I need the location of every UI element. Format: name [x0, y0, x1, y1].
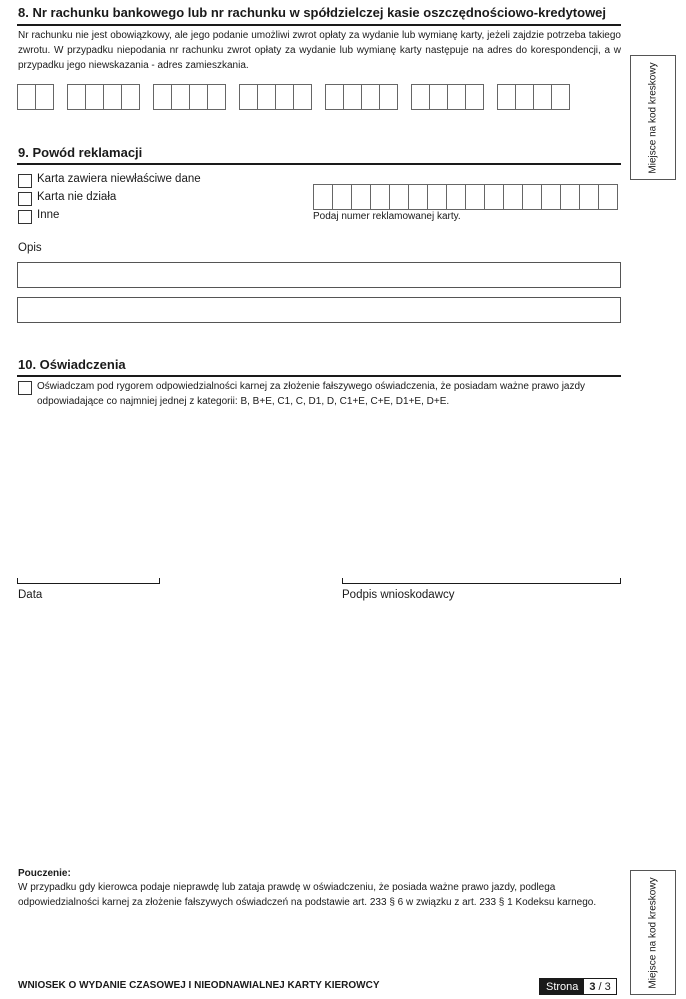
- account-digit-cell[interactable]: [189, 84, 208, 110]
- account-group: [67, 84, 140, 110]
- card-digit-cell[interactable]: [446, 184, 466, 210]
- page-indicator: [539, 978, 617, 995]
- account-digit-cell[interactable]: [207, 84, 226, 110]
- card-digit-cell[interactable]: [313, 184, 333, 210]
- page-label: Strona: [540, 979, 584, 994]
- card-digit-cell[interactable]: [484, 184, 504, 210]
- barcode-label-top: Miejsce na kod kreskowy: [647, 61, 659, 174]
- bank-account-field[interactable]: [17, 84, 570, 110]
- card-digit-cell[interactable]: [503, 184, 523, 210]
- card-digit-cell[interactable]: [408, 184, 428, 210]
- account-digit-cell[interactable]: [465, 84, 484, 110]
- section-8-rule: [17, 24, 621, 26]
- statement-checkbox[interactable]: [18, 381, 32, 395]
- card-digit-cell[interactable]: [351, 184, 371, 210]
- card-digit-cell[interactable]: [598, 184, 618, 210]
- account-digit-cell[interactable]: [171, 84, 190, 110]
- card-digit-cell[interactable]: [541, 184, 561, 210]
- account-digit-cell[interactable]: [343, 84, 362, 110]
- page-total: / 3: [598, 980, 611, 993]
- account-group: [153, 84, 226, 110]
- account-digit-cell[interactable]: [551, 84, 570, 110]
- account-digit-cell[interactable]: [103, 84, 122, 110]
- card-digit-cell[interactable]: [522, 184, 542, 210]
- card-digit-cell[interactable]: [465, 184, 485, 210]
- date-label: Data: [18, 589, 43, 601]
- section-9-rule: [17, 163, 621, 165]
- account-digit-cell[interactable]: [153, 84, 172, 110]
- account-digit-cell[interactable]: [17, 84, 36, 110]
- statement-text: Oświadczam pod rygorem odpowiedzialności karnej za złożenie fałszywego oświadczenia, że posiadam ważne prawo jazdy odpowiadające co najmniej jednej z kategorii: B, B+E, C1, C, D1, D, C1+E, C+E, D1+E, D+E.: [37, 381, 586, 407]
- account-group: [325, 84, 398, 110]
- account-group: [411, 84, 484, 110]
- reason-checkbox-wrong-data[interactable]: [18, 174, 32, 188]
- card-digit-cell[interactable]: [560, 184, 580, 210]
- barcode-area-bottom: [630, 870, 676, 995]
- date-line[interactable]: [17, 578, 160, 584]
- page-current: 3: [589, 980, 596, 993]
- account-digit-cell[interactable]: [257, 84, 276, 110]
- account-digit-cell[interactable]: [515, 84, 534, 110]
- form-title: WNIOSEK O WYDANIE CZASOWEJ I NIEODNAWIALNEJ KARTY KIEROWCY: [18, 980, 380, 991]
- section-10-title: 10. Oświadczenia: [18, 357, 126, 372]
- section-8-note: Nr rachunku nie jest obowiązkowy, ale jego podanie umożliwi zwrot opłaty za wydanie lub wymianę karty, jeżeli zajdzie potrzeba takiego zwrotu. W przypadku niepodania nr rachunku zwrot opłaty za wydanie lub wymianę karty następuje na adres do korespondencji, a w przypadku jego niewskazania - adres zamieszkania.: [18, 30, 621, 71]
- account-digit-cell[interactable]: [67, 84, 86, 110]
- account-digit-cell[interactable]: [275, 84, 294, 110]
- instruction-text: W przypadku gdy kierowca podaje nieprawdę lub zataja prawdę w oświadczeniu, że posiada ważne prawo jazdy, podlega odpowiedzialności karnej za złożenie fałszywych oświadczeń na podstawie art. 233 § 6 w związku z art. 233 § 1 Kodeksu karnego.: [18, 882, 597, 908]
- account-group: [497, 84, 570, 110]
- section-10-rule: [17, 375, 621, 377]
- description-label: Opis: [18, 242, 42, 254]
- card-digit-cell[interactable]: [370, 184, 390, 210]
- account-digit-cell[interactable]: [411, 84, 430, 110]
- account-digit-cell[interactable]: [35, 84, 54, 110]
- card-number-field[interactable]: [313, 184, 618, 210]
- account-digit-cell[interactable]: [325, 84, 344, 110]
- card-digit-cell[interactable]: [579, 184, 599, 210]
- account-digit-cell[interactable]: [429, 84, 448, 110]
- account-digit-cell[interactable]: [447, 84, 466, 110]
- account-digit-cell[interactable]: [533, 84, 552, 110]
- barcode-label-bottom: Miejsce na kod kreskowy: [647, 876, 659, 989]
- reason-checkbox-not-working[interactable]: [18, 192, 32, 206]
- card-number-hint: Podaj numer reklamowanej karty.: [313, 211, 461, 222]
- account-digit-cell[interactable]: [497, 84, 516, 110]
- card-digit-cell[interactable]: [332, 184, 352, 210]
- account-group: [17, 84, 54, 110]
- account-group: [239, 84, 312, 110]
- account-digit-cell[interactable]: [239, 84, 258, 110]
- account-digit-cell[interactable]: [361, 84, 380, 110]
- card-digit-cell[interactable]: [389, 184, 409, 210]
- barcode-area-top: [630, 55, 676, 180]
- signature-label: Podpis wnioskodawcy: [342, 589, 455, 601]
- reason-label-wrong-data: Karta zawiera niewłaściwe dane: [37, 173, 201, 185]
- reason-label-not-working: Karta nie działa: [37, 191, 117, 203]
- reason-checkbox-other[interactable]: [18, 210, 32, 224]
- account-digit-cell[interactable]: [85, 84, 104, 110]
- description-input-line-1[interactable]: [17, 262, 621, 288]
- instruction-title: Pouczenie:: [18, 868, 71, 879]
- reason-label-other: Inne: [37, 209, 60, 221]
- page-number: [584, 979, 615, 994]
- card-digit-cell[interactable]: [427, 184, 447, 210]
- account-digit-cell[interactable]: [121, 84, 140, 110]
- account-digit-cell[interactable]: [379, 84, 398, 110]
- account-digit-cell[interactable]: [293, 84, 312, 110]
- section-8-title: 8. Nr rachunku bankowego lub nr rachunku w spółdzielczej kasie oszczędnościowo-kredytowej: [18, 5, 607, 20]
- signature-line[interactable]: [342, 578, 621, 584]
- section-9-title: 9. Powód reklamacji: [18, 145, 143, 160]
- description-input-line-2[interactable]: [17, 297, 621, 323]
